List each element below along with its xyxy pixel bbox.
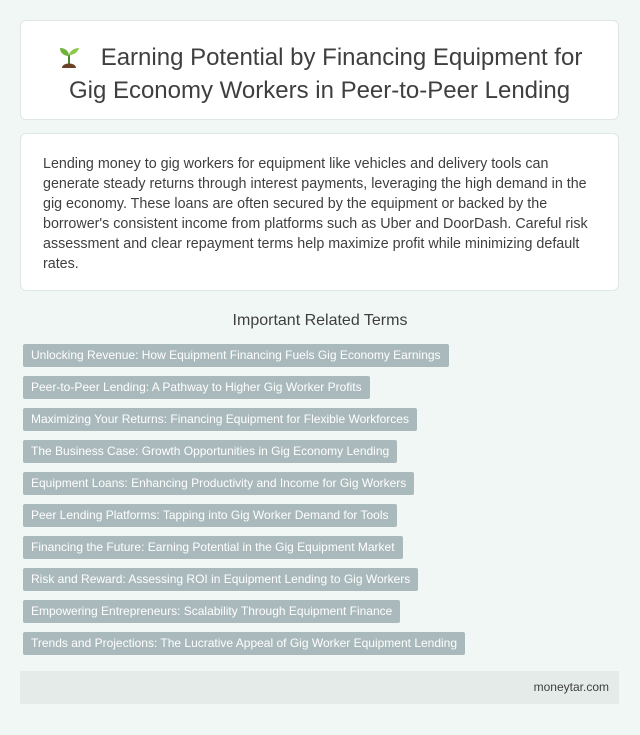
related-terms-heading: Important Related Terms bbox=[232, 312, 408, 329]
page-title-text: Earning Potential by Financing Equipment for Gig Economy Workers in Peer-to-Peer Lending bbox=[68, 44, 583, 104]
related-term-tag[interactable]: Unlocking Revenue: How Equipment Financing Fuels Gig Economy Earnings bbox=[23, 344, 449, 367]
related-term-tag[interactable]: Risk and Reward: Assessing ROI in Equipment Lending to Gig Workers bbox=[23, 568, 418, 591]
related-term-tag[interactable]: Peer-to-Peer Lending: A Pathway to Higher Gig Worker Profits bbox=[23, 376, 370, 399]
related-term-tag[interactable]: Equipment Loans: Enhancing Productivity and Income for Gig Workers bbox=[23, 472, 414, 495]
page-title bbox=[21, 21, 618, 106]
related-term-tag[interactable]: The Business Case: Growth Opportunities in Gig Economy Lending bbox=[23, 440, 397, 463]
title-card bbox=[20, 20, 619, 120]
sprout-icon bbox=[57, 44, 81, 76]
related-term-tag[interactable]: Peer Lending Platforms: Tapping into Gig Worker Demand for Tools bbox=[23, 504, 397, 527]
footer-site-link[interactable]: moneytar.com bbox=[533, 680, 609, 694]
related-terms-list bbox=[23, 344, 623, 664]
description-text: Lending money to gig workers for equipment like vehicles and delivery tools can generate steady returns through interest payments, leveraging the high demand in the gig economy. These loans are often secured by the equipment or backed by the borrower's consistent income from platforms such as Uber and DoorDash. Careful risk assessment and clear repayment terms help maximize profit while minimizing default rates. bbox=[43, 156, 588, 272]
related-term-tag[interactable]: Maximizing Your Returns: Financing Equipment for Flexible Workforces bbox=[23, 408, 417, 431]
description-card bbox=[20, 133, 619, 291]
footer bbox=[20, 671, 619, 704]
related-term-tag[interactable]: Empowering Entrepreneurs: Scalability Through Equipment Finance bbox=[23, 600, 400, 623]
related-term-tag[interactable]: Financing the Future: Earning Potential in the Gig Equipment Market bbox=[23, 536, 403, 559]
related-term-tag[interactable]: Trends and Projections: The Lucrative Appeal of Gig Worker Equipment Lending bbox=[23, 632, 465, 655]
